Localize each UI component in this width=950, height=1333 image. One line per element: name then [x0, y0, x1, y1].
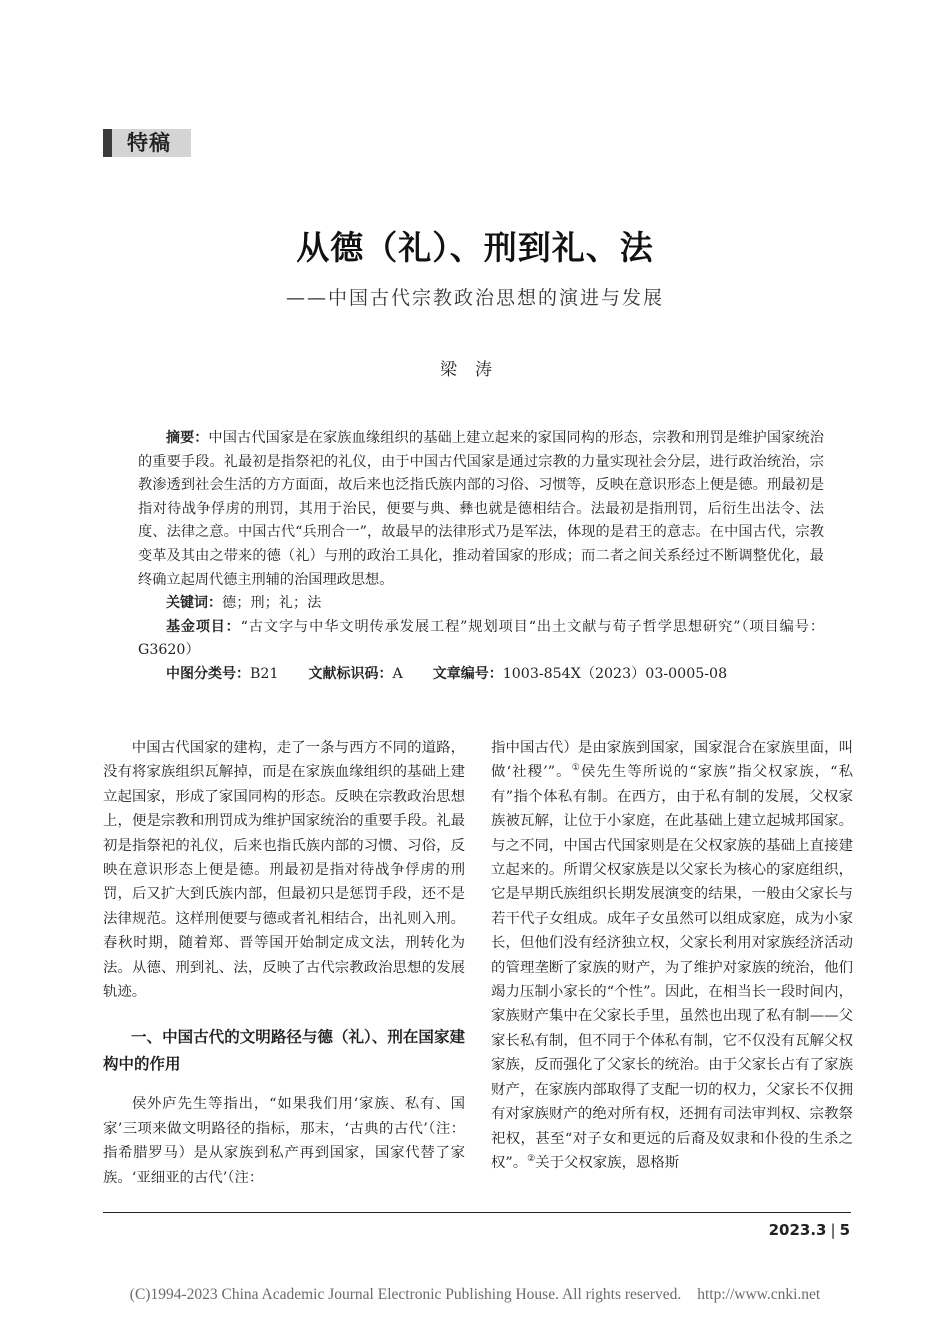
footnote-ref[interactable]: ①	[571, 763, 581, 774]
body-text: 指中国古代）是由家族到国家，国家混合在家族里面，叫做‘社稷’”。	[491, 740, 853, 781]
copyright-line	[0, 1286, 950, 1304]
issue-number: 2023.3	[768, 1221, 827, 1239]
abstract-label: 摘要：	[166, 430, 209, 446]
article-number-value: 1003-854X（2023）03-0005-08	[502, 665, 728, 682]
classification-line	[138, 663, 824, 687]
footer-rule	[103, 1212, 851, 1213]
doc-code-label: 文献标识码：	[308, 665, 393, 682]
folio-separator: |	[830, 1221, 836, 1239]
keywords-text: 德；刑；礼；法	[222, 595, 322, 612]
fund-label: 基金项目：	[166, 618, 241, 635]
author-name: 梁涛	[440, 360, 510, 380]
abstract-paragraph	[138, 427, 824, 592]
clc-label: 中图分类号：	[166, 665, 250, 682]
fund-text: “古文字与中华文明传承发展工程”规划项目“出土文献与荀子哲学思想研究”（项目编号：G3620）	[138, 618, 825, 659]
section-heading: 一、中国古代的文明路径与德（礼）、刑在国家建构中的作用	[103, 1028, 465, 1074]
column-tag: 特稿	[103, 129, 191, 157]
fund-line	[138, 616, 824, 663]
copyright-text: (C)1994-2023 China Academic Journal Electronic Publishing House. All rights reserved.	[129, 1286, 682, 1303]
clc-value: B21	[250, 665, 279, 682]
article-subtitle: ——中国古代宗教政治思想的演进与发展	[285, 287, 664, 309]
body-text: 关于父权家族，恩格斯	[535, 1154, 680, 1171]
body-left-column	[103, 736, 465, 1190]
website-link[interactable]: http://www.cnki.net	[697, 1286, 821, 1303]
footnote-ref[interactable]: ②	[527, 1154, 536, 1165]
keywords-line	[138, 592, 824, 616]
body-paragraph: 中国古代国家的建构，走了一条与西方不同的道路，没有将家族组织瓦解掉，而是在家族血缘组织的基础上建立起国家，形成了家国同构的形态。反映在宗教政治思想上，便是宗教和刑罚成为维护国家统治的重要手段。礼最初是指祭祀的礼仪，后来也指氏族内部的习惯、习俗，反映在意识形态上便是德。刑最初是指对待战争俘虏的刑罚，后又扩大到氏族内部，但最初只是惩罚手段，还不是法律规范。这样刑便要与德或者礼相结合，出礼则入刑。春秋时期，随着郑、晋等国开始制定成文法，刑转化为法。从德、刑到礼、法，反映了古代宗教政治思想的发展轨迹。	[103, 740, 465, 1001]
body-paragraph	[491, 736, 853, 1175]
article-title: 从德（礼）、刑到礼、法	[296, 228, 654, 267]
keywords-label: 关键词：	[166, 595, 222, 612]
page-number: 5	[839, 1221, 850, 1239]
doc-code-value: A	[392, 665, 403, 682]
body-text: 侯先生等所说的“家族”指父权家族，“私有”指个体私有制。在西方，由于私有制的发展，父权家族被瓦解，让位于小家庭，在此基础上建立起城邦国家。与之不同，中国古代国家则是在父权家族的基础上直接建立起来的。所谓父权家族是以父家长为核心的家庭组织，它是早期氏族组织长期发展演变的结果，一般由父家长与若干代子女组成。成年子女虽然可以组成家庭，成为小家长，但他们没有经济独立权，父家长利用对家族经济活动的管理垄断了家族的财产，为了维护对家族的统治，他们竭力压制小家长的“个性”。因此，在相当长一段时间内，家族财产集中在父家长手里，虽然也出现了私有制——父家长私有制，但不同于个体私有制，它不仅没有瓦解父权家族，反而强化了父家长的统治。由于父家长占有了家族财产，在家族内部取得了支配一切的权力，父家长不仅拥有对家族财产的绝对所有权，还拥有司法审判权、宗教祭祀权，甚至“对子女和更远的后裔及奴隶和仆役的生杀之权”。	[491, 764, 853, 1171]
page-folio	[769, 1221, 850, 1239]
abstract-text: 中国古代国家是在家族血缘组织的基础上建立起来的家国同构的形态，宗教和刑罚是维护国家统治的重要手段。礼最初是指祭祀的礼仪，由于中国古代国家是通过宗教的力量实现社会分层，进行政治统治，宗教渗透到社会生活的方方面面，故后来也泛指氏族内部的习俗、习惯等，反映在意识形态上便是德。刑最初是指对待战争俘虏的刑罚，其用于治民，便要与典、彝也就是德相结合。法最初是指刑罚，后衍生出法令、法度、法律之意。中国古代“兵刑合一”，故最早的法律形式乃是军法，体现的是君王的意志。在中国古代，宗教变革及其由之带来的德（礼）与刑的政治工具化，推动着国家的形成；而二者之间关系经过不断调整优化，最终确立起周代德主刑辅的治国理政思想。	[138, 430, 824, 588]
article-number-label: 文章编号：	[432, 665, 503, 682]
abstract-block	[138, 427, 824, 687]
body-right-column	[491, 736, 853, 1175]
body-paragraph: 侯外庐先生等指出，“如果我们用‘家族、私有、国家’三项来做文明路径的指标，那末，‘古典的古代’（注：指希腊罗马）是从家族到私产再到国家，国家代替了家族。‘亚细亚的古代’（注：	[103, 1096, 465, 1186]
